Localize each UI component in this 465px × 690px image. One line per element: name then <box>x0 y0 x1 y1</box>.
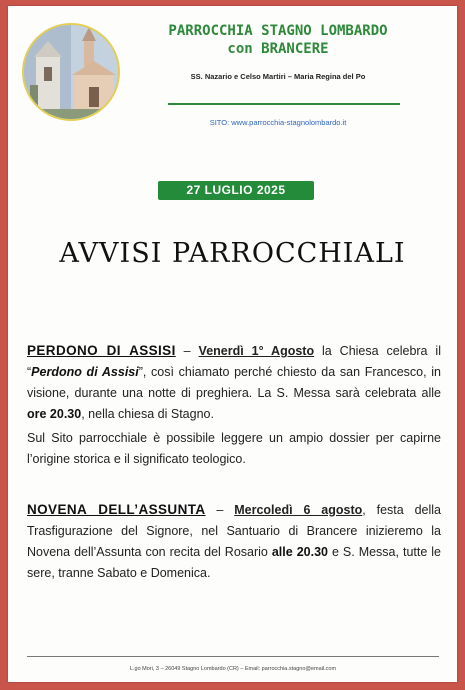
notice-perdono-dash: – <box>175 344 199 358</box>
notice-perdono-dossier: Sul Sito parrocchiale è possibile leggere un ampio dossier per capirne l’origine storica e il significato teologico. <box>27 431 441 466</box>
notice-novena <box>27 499 441 584</box>
notice-perdono-date: Venerdì 1° Agosto <box>198 344 315 358</box>
parish-name-line2: con BRANCERE <box>227 41 329 57</box>
notice-perdono-name: Perdono di Assisi <box>31 365 139 379</box>
footer-address: L.go Mori, 3 – 26049 Stagno Lombardo (CR) – Email: parrocchia.stagno@email.com <box>129 666 337 672</box>
notice-perdono-time: ore 20.30 <box>27 407 82 421</box>
notice-perdono-text-b: ”, così chiamato perché chiesto da san Francesco, in visione, durante una notte di preghiera. La S. Messa sarà celebrata alle <box>27 365 441 400</box>
notice-perdono-text-a: la Chiesa celebra il “ <box>27 344 441 379</box>
notice-novena-date: Mercoledì 6 agosto <box>234 503 363 517</box>
notice-novena-heading: NOVENA DELL’ASSUNTA <box>27 502 206 517</box>
website-link[interactable]: SITO: www.parrocchia-stagnolombardo.it <box>209 118 347 127</box>
saints-subtitle: SS. Nazario e Celso Martiri – Maria Regina del Po <box>190 72 366 81</box>
page-title: AVVISI PARROCCHIALI <box>59 238 406 269</box>
footer-divider <box>27 656 439 657</box>
parish-name-line1: PARROCCHIA STAGNO LOMBARDO <box>168 23 388 39</box>
notice-novena-time: alle 20.30 <box>271 545 328 559</box>
header-divider <box>168 103 400 105</box>
church-image <box>24 25 118 119</box>
notice-perdono-text-c: , nella chiesa di Stagno. <box>81 407 214 421</box>
church-logo <box>22 23 120 121</box>
parish-name <box>128 22 428 58</box>
notice-perdono <box>27 340 441 425</box>
notice-novena-text-a: , festa della Trasfigurazione del Signore, nel Santuario di Brancere inizieremo la Novena dell’Assunta con recita del Rosario <box>27 503 441 559</box>
date-badge: 27 LUGLIO 2025 <box>158 181 314 200</box>
notice-perdono-heading: PERDONO DI ASSISI <box>27 343 176 358</box>
notice-novena-dash: – <box>205 503 235 517</box>
notice-novena-text-b: e S. Messa, tutte le sere, tranne Sabato e Domenica. <box>27 545 442 580</box>
